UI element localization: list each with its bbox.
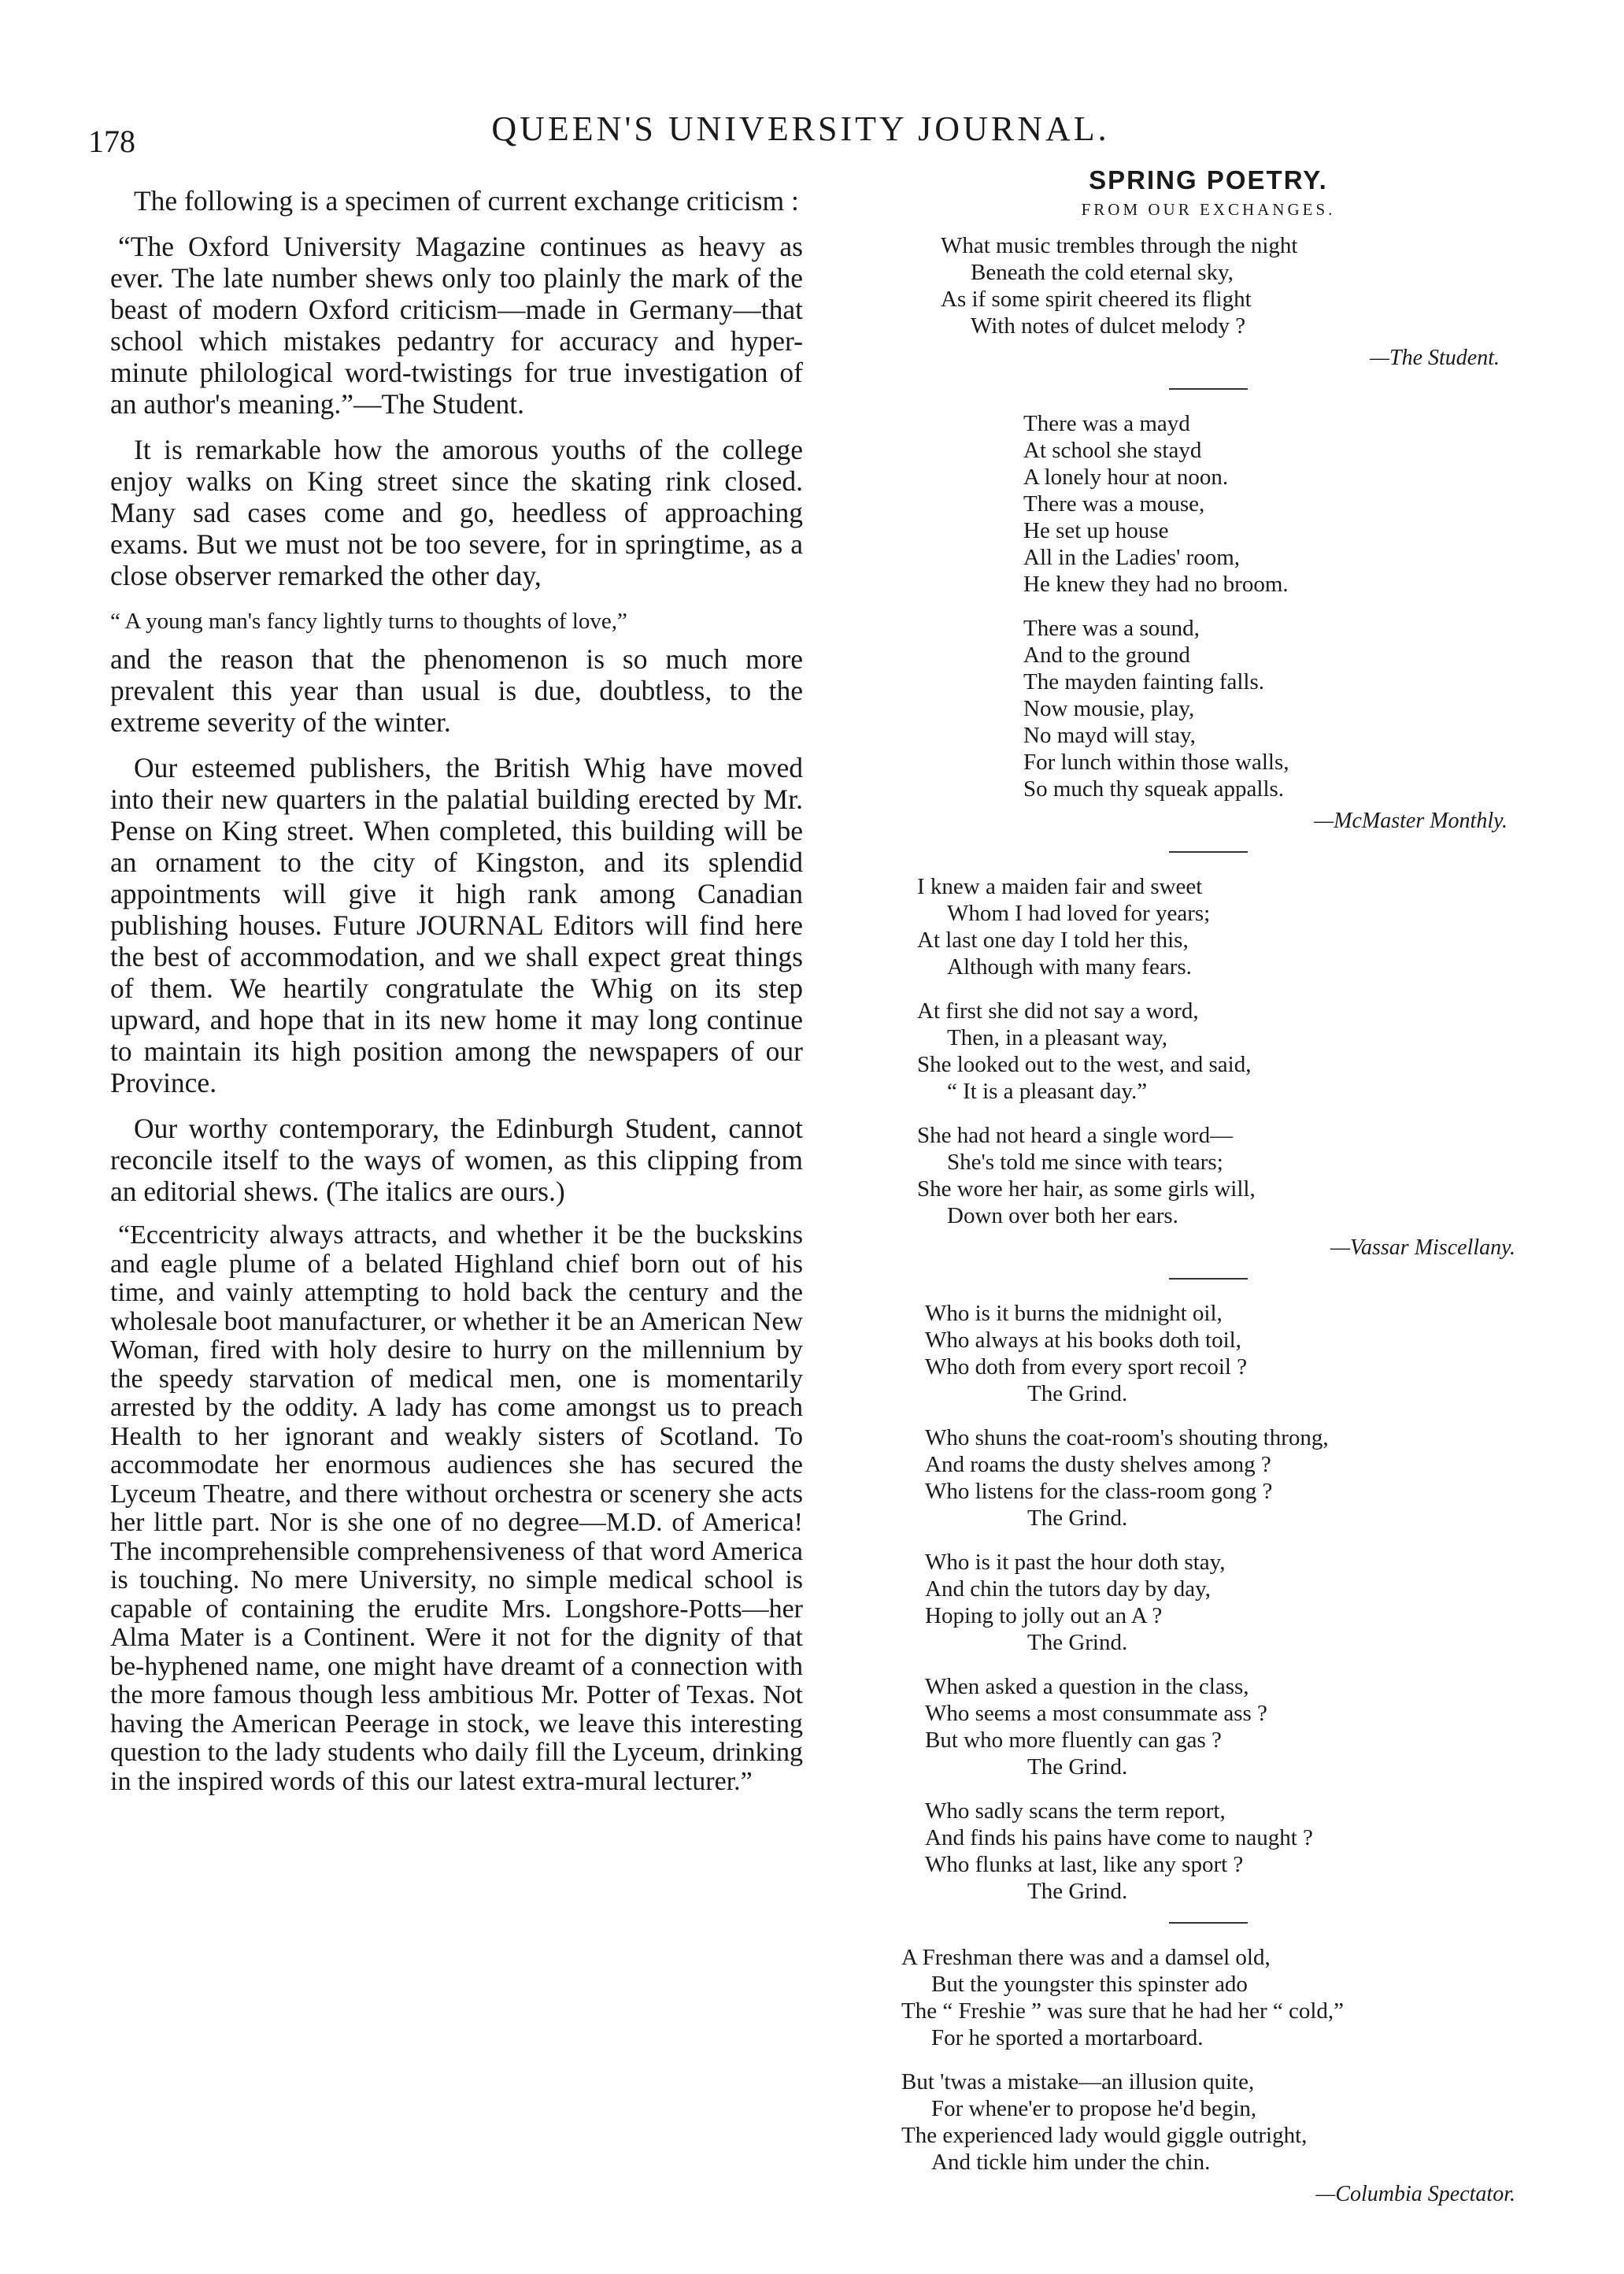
paragraph-oxford-quote: “The Oxford University Magazine continues as heavy as ever. The late number shews only too plainly the mark of the beast of modern Oxford criticism—made in Germany—that school which mistakes pedantry for accuracy and hyper-minute philological word-twistings for true investigation of an author's meaning.”—The Student.: [110, 231, 803, 420]
poem-line: Who is it past the hour doth stay,: [925, 1550, 1226, 1575]
poem-line: Although with many fears.: [947, 954, 1192, 980]
poem-line: But the youngster this spinster ado: [931, 1972, 1248, 1997]
poem-refrain: The Grind.: [1027, 1381, 1128, 1406]
poem-line: With notes of dulcet melody ?: [971, 313, 1246, 339]
poem-line: And roams the dusty shelves among ?: [925, 1452, 1271, 1477]
poem-grind-stanza-5: [925, 1798, 1515, 1905]
poem-line: Who seems a most consummate ass ?: [925, 1701, 1267, 1726]
poem-grind-stanza-2: [925, 1424, 1515, 1531]
poem-line: Who always at his books doth toil,: [925, 1328, 1241, 1353]
running-title: QUEEN'S UNIVERSITY JOURNAL.: [491, 109, 1110, 148]
poem-line: At school she stayd: [1023, 438, 1202, 463]
poem-mayd-stanza-1: [1023, 410, 1515, 598]
poem-line: Who sadly scans the term report,: [925, 1798, 1226, 1824]
attribution: —Vassar Miscellany.: [1330, 1235, 1515, 1260]
poem-refrain: The Grind.: [1027, 1879, 1128, 1904]
poem-line: A lonely hour at noon.: [1023, 465, 1229, 490]
poem-line: And to the ground: [1023, 643, 1190, 668]
poem-freshman-stanza-1: [901, 1944, 1515, 2051]
poem-grind-stanza-1: [925, 1300, 1515, 1407]
page-number: 178: [88, 124, 135, 159]
poem-maiden-stanza-3: [917, 1122, 1515, 1229]
poem-line: Whom I had loved for years;: [947, 901, 1211, 926]
poem-maiden-stanza-2: [917, 998, 1515, 1105]
poem-line: At last one day I told her this,: [917, 928, 1189, 953]
poem-line: She's told me since with tears;: [947, 1150, 1223, 1175]
attribution: —The Student.: [1370, 346, 1500, 370]
poem-line: Hoping to jolly out an A ?: [925, 1603, 1163, 1628]
poem-line: Now mousie, play,: [1023, 696, 1195, 721]
poem-line: Who doth from every sport recoil ?: [925, 1354, 1248, 1380]
poem-line: The experienced lady would giggle outright,: [901, 2123, 1308, 2148]
poem-line: She looked out to the west, and said,: [917, 1052, 1252, 1077]
poem-grind-stanza-4: [925, 1673, 1515, 1780]
divider-rule: [1169, 388, 1248, 390]
poem-line: She wore her hair, as some girls will,: [917, 1176, 1256, 1202]
poem-grind-stanza-3: [925, 1549, 1515, 1656]
poem-line: As if some spirit cheered its flight: [941, 287, 1252, 312]
poem-line: He knew they had no broom.: [1023, 572, 1289, 597]
poem-mayd-stanza-2: [1023, 615, 1515, 802]
divider-rule: [1169, 851, 1248, 853]
poem-line: I knew a maiden fair and sweet: [917, 874, 1203, 899]
poem-line: For he sported a mortarboard.: [931, 2025, 1204, 2050]
poem-refrain: The Grind.: [1027, 1754, 1128, 1780]
poem-line: Then, in a pleasant way,: [947, 1025, 1167, 1050]
poem-line: For lunch within those walls,: [1023, 750, 1289, 775]
poem-line: All in the Ladies' room,: [1023, 545, 1241, 570]
poem-line: Down over both her ears.: [947, 1203, 1178, 1228]
poem-line: And finds his pains have come to naught ?: [925, 1825, 1313, 1850]
left-column: [110, 185, 803, 1810]
paragraph-king-street: It is remarkable how the amorous youths of the college enjoy walks on King street since the skating rink closed. Many sad cases come and go, heedless of approaching exams. But we must not be too severe, for in springtime, as a close observer remarked the other day,: [110, 434, 803, 591]
quoted-verse-line: “ A young man's fancy lightly turns to thoughts of love,”: [110, 609, 627, 634]
poem-freshman-stanza-2: [901, 2068, 1515, 2176]
poem-line: And tickle him under the chin.: [931, 2150, 1211, 2175]
poem-line: A Freshman there was and a damsel old,: [901, 1945, 1271, 1970]
poem-line: But 'twas a mistake—an illusion quite,: [901, 2069, 1255, 2094]
right-column: [901, 165, 1515, 2218]
poem-line: The mayden fainting falls.: [1023, 669, 1265, 694]
poem-student-stanza: [941, 232, 1515, 339]
paragraph-exchange-intro: The following is a specimen of current exchange criticism :: [134, 185, 799, 217]
paragraph-edinburgh-student: Our worthy contemporary, the Edinburgh Student, cannot reconcile itself to the ways of women, as this clipping from an editorial shews. (The italics are ours.): [110, 1113, 803, 1207]
divider-rule: [1169, 1922, 1248, 1924]
section-subtitle: FROM OUR EXCHANGES.: [1081, 200, 1336, 219]
paragraph-eccentricity-quote: “Eccentricity always attracts, and whether it be the buckskins and eagle plume of a belated Highland chief born out of his time, and vainly attempting to hold back the century and the wholesale boot manufacturer, or whether it be an American New Woman, fired with holy desire to hurry on the millennium by the speedy starvation of medical men, one is momentarily arrested by the oddity. A lady has come amongst us to preach Health to her ignorant and weakly sisters of Scotland. To accommodate her enormous audiences she has secured the Lyceum Theatre, and there without orchestra or scenery she acts her little part. Nor is she one of no degree—M.D. of America! The incomprehensible comprehensiveness of that word America is touching. No mere University, no simple medical school is capable of containing the erudite Mrs. Longshore-Potts—her Alma Mater is a Continent. Were it not for the dignity of that be-hyphened name, one might have dreamt of a connection with the more famous though less ambitious Mr. Potter of Texas. Not having the American Peerage in stock, we leave this interesting question to the lady students who daily fill the Lyceum, drinking in the inspired words of this our latest extra-mural lecturer.”: [110, 1220, 803, 1796]
poem-line: Who flunks at last, like any sport ?: [925, 1852, 1244, 1877]
poem-line: What music trembles through the night: [941, 233, 1298, 258]
poem-line: At first she did not say a word,: [917, 998, 1199, 1024]
paragraph-british-whig: Our esteemed publishers, the British Whig have moved into their new quarters in the palatial building erected by Mr. Pense on King street. When completed, this building will be an ornament to the city of Kingston, and its splendid appointments will give it high rank among Canadian publishing houses. Future JOURNAL Editors will find here the best of accommodation, and we shall expect great things of them. We heartily congratulate the Whig on its step upward, and hope that in its new home it may long continue to maintain its high position among the newspapers of our Province.: [110, 752, 803, 1098]
poem-line: When asked a question in the class,: [925, 1674, 1249, 1699]
poem-line: But who more fluently can gas ?: [925, 1728, 1222, 1753]
poem-line: Beneath the cold eternal sky,: [971, 260, 1234, 285]
paragraph-winter: and the reason that the phenomenon is so much more prevalent this year than usual is due, doubtless, to the extreme severity of the winter.: [110, 643, 803, 738]
poem-refrain: The Grind.: [1027, 1630, 1128, 1655]
poem-line: He set up house: [1023, 518, 1169, 543]
divider-rule: [1169, 1278, 1248, 1280]
poem-line: For whene'er to propose he'd begin,: [931, 2096, 1257, 2121]
poem-line: And chin the tutors day by day,: [925, 1576, 1211, 1602]
attribution: —Columbia Spectator.: [1315, 2182, 1515, 2206]
poem-maiden-stanza-1: [917, 873, 1515, 980]
poem-line: There was a mouse,: [1023, 491, 1205, 517]
attribution: —McMaster Monthly.: [1314, 809, 1507, 833]
poem-line: There was a mayd: [1023, 411, 1190, 436]
poem-line: There was a sound,: [1023, 616, 1200, 641]
section-title: SPRING POETRY.: [1089, 165, 1328, 194]
poem-line: The “ Freshie ” was sure that he had her “ cold,”: [901, 1998, 1345, 2024]
page-header: [88, 101, 1513, 159]
poem-line: Who listens for the class-room gong ?: [925, 1479, 1273, 1504]
poem-line: Who is it burns the midnight oil,: [925, 1301, 1223, 1326]
poem-line: “ It is a pleasant day.”: [947, 1079, 1148, 1104]
poem-line: No mayd will stay,: [1023, 723, 1196, 748]
poem-refrain: The Grind.: [1027, 1506, 1128, 1531]
poem-line: So much thy squeak appalls.: [1023, 776, 1285, 802]
poem-line: Who shuns the coat-room's shouting throng,: [925, 1425, 1329, 1450]
poem-line: She had not heard a single word—: [917, 1123, 1234, 1148]
